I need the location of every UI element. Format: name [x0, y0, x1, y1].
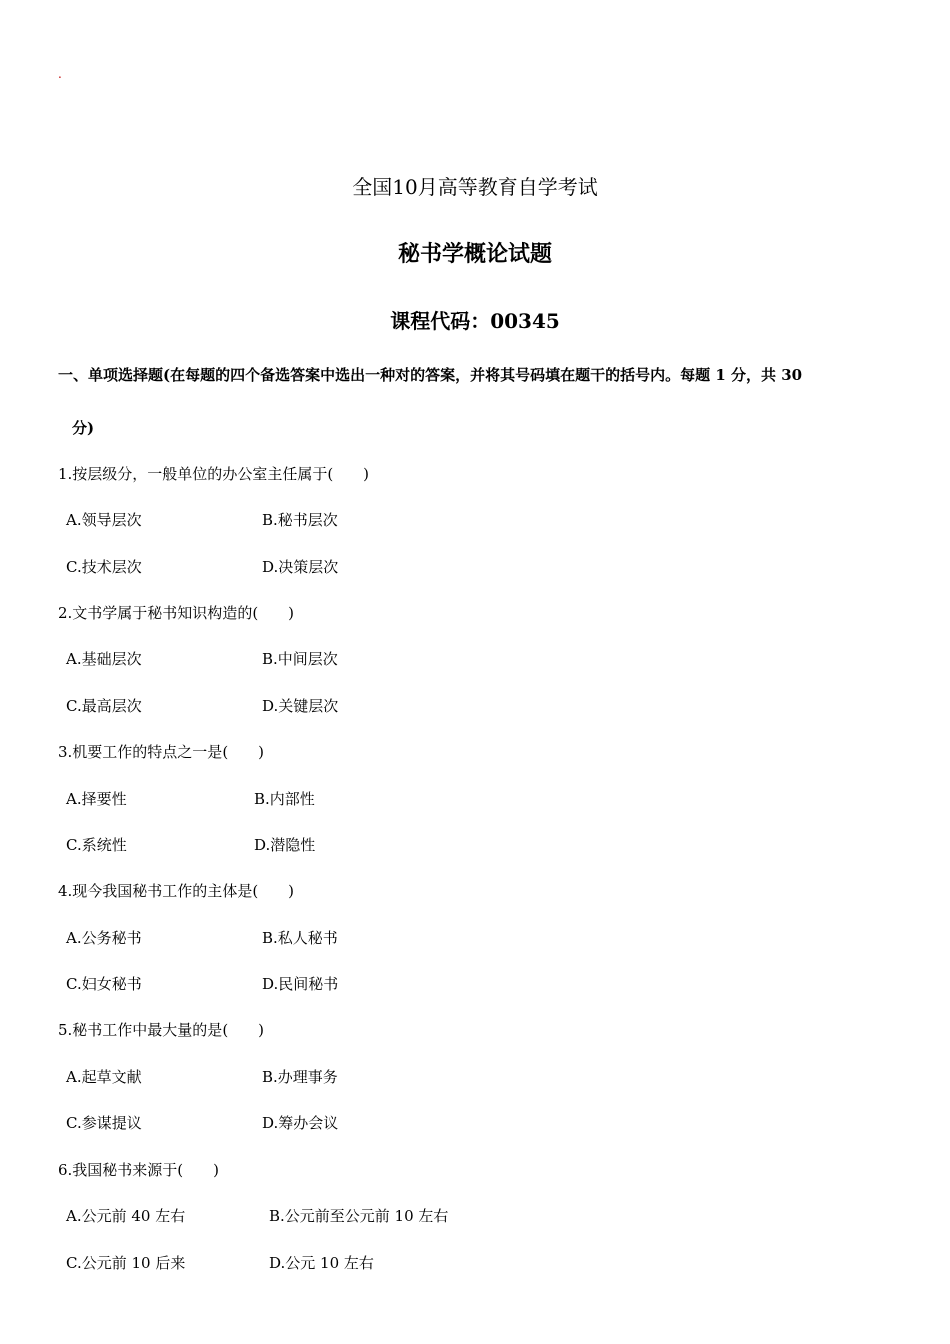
subject-title: 秘书学概论试题 — [397, 241, 552, 267]
question-4-option-d: D.民间秘书 — [262, 975, 339, 993]
question-2-stem: 2.文书学属于秘书知识构造的( ) — [58, 604, 295, 622]
section-instruction-line-1: 一、单项选择题(在每题的四个备选答案中选出一种对的答案，并将其号码填在题干的括号内。每题 1 分，共 30 — [58, 366, 803, 384]
question-5-option-b: B.办理事务 — [262, 1068, 338, 1086]
question-3-option-c: C.系统性 — [66, 836, 127, 854]
question-6-option-c: C.公元前 10 后来 — [66, 1254, 186, 1272]
question-6-option-b: B.公元前至公元前 10 左右 — [269, 1207, 449, 1225]
question-5-option-d: D.筹办会议 — [262, 1114, 339, 1132]
question-3-option-b: B.内部性 — [254, 790, 315, 808]
question-1-option-b: B.秘书层次 — [262, 511, 338, 529]
question-6-option-d: D.公元 10 左右 — [269, 1254, 374, 1272]
question-1-stem: 1.按层级分，一般单位的办公室主任属于( ) — [58, 465, 370, 483]
section-instruction-line-2: 分) — [72, 419, 95, 437]
question-5-option-c: C.参谋提议 — [66, 1114, 142, 1132]
question-2-option-b: B.中间层次 — [262, 650, 338, 668]
question-4-option-c: C.妇女秘书 — [66, 975, 142, 993]
question-3-option-d: D.潜隐性 — [254, 836, 316, 854]
question-4-option-b: B.私人秘书 — [262, 929, 338, 947]
question-1-option-c: C.技术层次 — [66, 558, 142, 576]
question-6-stem: 6.我国秘书来源于( ) — [58, 1161, 220, 1179]
question-2-option-d: D.关键层次 — [262, 697, 339, 715]
question-2-option-a: A.基础层次 — [66, 650, 142, 668]
corner-mark: . — [58, 67, 62, 81]
question-1-option-d: D.决策层次 — [262, 558, 339, 576]
question-5-stem: 5.秘书工作中最大量的是( ) — [58, 1021, 265, 1039]
question-3-option-a: A.择要性 — [66, 790, 127, 808]
question-5-option-a: A.起草文献 — [66, 1068, 142, 1086]
question-1-option-a: A.领导层次 — [66, 511, 142, 529]
question-3-stem: 3.机要工作的特点之一是( ) — [58, 743, 265, 761]
course-code: 课程代码：00345 — [390, 309, 560, 333]
question-6-option-a: A.公元前 40 左右 — [66, 1207, 186, 1225]
exam-title: 全国10月高等教育自学考试 — [352, 175, 598, 199]
question-4-option-a: A.公务秘书 — [66, 929, 142, 947]
question-2-option-c: C.最高层次 — [66, 697, 142, 715]
question-4-stem: 4.现今我国秘书工作的主体是( ) — [58, 882, 295, 900]
